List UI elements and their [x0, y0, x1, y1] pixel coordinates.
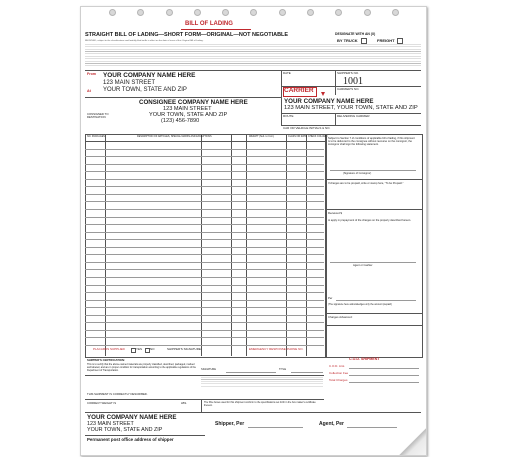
total-charges-line [349, 382, 419, 383]
placards-label: PLACARDS SUPPLIED [93, 347, 125, 351]
table-row[interactable] [85, 330, 324, 331]
consignee-street: 123 MAIN STREET [163, 106, 212, 112]
apply-prepayment-text: to apply in prepayment of the charges on the property described hereon. [328, 219, 412, 222]
table-row[interactable] [85, 239, 324, 240]
table-row[interactable] [85, 307, 324, 308]
col-header-check: CHECK COLUMN [308, 135, 328, 138]
signature-line [330, 262, 416, 263]
table-row[interactable] [85, 269, 324, 270]
punch-hole [194, 9, 201, 16]
charges-advanced-label: Charges Advanced: [328, 315, 353, 319]
arrow-down-icon [321, 92, 325, 96]
footer-city: YOUR TOWN, STATE AND ZIP [87, 427, 163, 433]
rule [281, 70, 282, 125]
punch-hole [364, 9, 371, 16]
emergency-label: EMERGENCY RESPONSE PHONE NO. [249, 347, 304, 351]
consignor-signature-label: (Signature of Consignor) [343, 172, 372, 175]
table-row[interactable] [85, 201, 324, 202]
carrier-fine-print [201, 377, 323, 387]
punch-hole [250, 9, 257, 16]
prepaid-instructions: If charges are to be prepaid, write or stamp here, "To be Prepaid." [328, 182, 404, 185]
table-row[interactable] [85, 285, 324, 286]
agent-per-line [347, 427, 397, 428]
correctly-described: THIS SHIPMENT IS CORRECTLY DESCRIBED. [87, 392, 148, 396]
total-charges-label: Total Charges [329, 378, 348, 382]
table-row[interactable] [85, 345, 324, 346]
permanent-address-label: Permanent post office address of shipper [87, 437, 174, 442]
rule [85, 375, 324, 376]
shipper-city: YOUR TOWN, STATE AND ZIP [103, 87, 187, 93]
carrier-label: CARRIER [284, 87, 314, 94]
agent-per-label: Agent, Per [319, 421, 345, 427]
rule [335, 70, 336, 86]
shipper-per-line [248, 427, 303, 428]
col-header-packages: NO. PACKAGES [87, 135, 105, 138]
per-label: Per [328, 296, 333, 300]
at-label: At [87, 89, 91, 93]
certification-title: SHIPPER'S CERTIFICATION: [87, 358, 125, 362]
footer-company: YOUR COMPANY NAME HERE [87, 414, 177, 421]
col-header-class: CLASS OR RATE [288, 135, 307, 138]
designate-label: DESIGNATE WITH AN (X) [335, 32, 376, 36]
shipper-company: YOUR COMPANY NAME HERE [103, 72, 196, 79]
from-label: From [87, 72, 96, 76]
section7-text: Subject to Section 7 of conditions of applicable bill of lading, if this shipment is to be delivered to the consignee without recourse on the consignor, the consignor shall sign the following statement. [328, 137, 415, 147]
signature-line [330, 170, 416, 171]
table-row[interactable] [85, 292, 324, 293]
col-header-weight: WEIGHT (Sub. to Corr.) [249, 135, 275, 138]
punch-hole [307, 9, 314, 16]
shipper-street: 123 MAIN STREET [103, 80, 156, 86]
rule [85, 70, 421, 71]
received-amount-label: Received $ [328, 211, 342, 215]
page-curl [398, 427, 427, 456]
carrier-no-label: CARRIER'S NO. [337, 87, 360, 91]
fibre-boxes-text: The fibre boxes used for this shipment conform to the specifications set forth in the box maker's certificate thereon. [204, 401, 316, 407]
received-terms: RECEIVED, subject to the classifications and lawfully filed tariffs in effect on the date of issue of this Original Bill of Lading. [85, 40, 204, 42]
collection-fee-label: Collection Fee [329, 371, 349, 375]
table-row[interactable] [85, 171, 324, 172]
punch-hole [137, 9, 144, 16]
punch-holes [109, 9, 399, 17]
table-row[interactable] [85, 179, 324, 180]
form-number: 1001 [343, 76, 363, 87]
punch-hole [109, 9, 116, 16]
carrier-company: YOUR COMPANY NAME HERE [284, 98, 374, 105]
rule [85, 399, 324, 400]
rule [326, 313, 422, 314]
agent-cashier-label: Agent or Cashier [353, 264, 373, 267]
table-row[interactable] [85, 322, 324, 323]
prepaid-acknowledge: (The signature here acknowledges only the amount prepaid) [328, 303, 392, 306]
placards-no-label: NO [150, 347, 155, 351]
shipper-signature-label: SHIPPER'S SIGNATURE [167, 347, 201, 351]
car-initials-label: CAR OR VEHICLE INITIALS & NO. [283, 126, 331, 130]
terms-fine-print [85, 44, 421, 68]
punch-hole [279, 9, 286, 16]
table-row[interactable] [85, 209, 324, 210]
table-row[interactable] [85, 277, 324, 278]
table-row[interactable] [85, 194, 324, 195]
punch-hole [392, 9, 399, 16]
date-label: DATE [283, 71, 291, 75]
rule [85, 435, 205, 436]
rule [201, 399, 202, 412]
table-row[interactable] [85, 247, 324, 248]
table-row[interactable] [85, 300, 324, 301]
bill-of-lading-form [80, 6, 427, 456]
carrier-address: 123 MAIN STREET, YOUR TOWN, STATE AND ZIP [284, 105, 418, 111]
rule [335, 86, 336, 95]
certification-text: This is to certify that the above-named materials are properly classified, described, packaged, marked and labeled, and are in proper condition for transportation according to the applicable regulations of the Department of Transportation. [87, 363, 196, 372]
rule [85, 97, 281, 98]
title-underline [181, 29, 251, 30]
title-line [291, 372, 323, 373]
freight-label: FREIGHT [377, 38, 395, 43]
table-row[interactable] [85, 186, 324, 187]
table-row[interactable] [85, 224, 324, 225]
footer-street: 123 MAIN STREET [87, 421, 134, 427]
carrier-label-box [283, 87, 317, 97]
table-row[interactable] [85, 315, 324, 316]
title-label: TITLE [279, 368, 287, 371]
rule [326, 209, 422, 210]
correct-weight-label: CORRECT WEIGHT IS [87, 401, 117, 405]
punch-hole [166, 9, 173, 16]
cod-shipment-label: C.O.D. SHIPMENT [349, 357, 380, 361]
table-row[interactable] [85, 149, 324, 150]
col-header-description: DESCRIPTION OF ARTICLES, SPECIAL MARKS AND EXCEPTIONS [137, 135, 212, 138]
cod-amount-line [349, 368, 419, 369]
punch-hole [335, 9, 342, 16]
rule [326, 325, 422, 326]
consigned-to-label: CONSIGNED TO DESTINATION [87, 112, 109, 119]
table-row[interactable] [85, 156, 324, 157]
table-row[interactable] [85, 164, 324, 165]
form-title: STRAIGHT BILL OF LADING—SHORT FORM—ORIGINAL—NOT NEGOTIABLE [85, 32, 289, 38]
rule [326, 179, 422, 180]
shipper-no-label: SHIPPER'S NO. [337, 71, 359, 75]
per-line [336, 300, 416, 301]
collection-fee-line [349, 375, 419, 376]
signature-label: SIGNATURE [201, 368, 216, 371]
rule [85, 412, 421, 413]
table-row[interactable] [85, 262, 324, 263]
by-truck-label: BY TRUCK [337, 38, 358, 43]
table-row[interactable] [85, 254, 324, 255]
rule [85, 141, 325, 142]
placards-yes-label: YES [136, 347, 143, 351]
consignee-city: YOUR TOWN, STATE AND ZIP [149, 112, 228, 118]
route-label: ROUTE [283, 114, 294, 118]
delivering-carrier-label: DELIVERING CARRIER [337, 114, 370, 118]
table-row[interactable] [85, 217, 324, 218]
shipper-per-label: Shipper, Per [215, 421, 245, 427]
lbs-label: LBS. [181, 401, 188, 405]
table-row[interactable] [85, 232, 324, 233]
consignee-company: CONSIGNEE COMPANY NAME HERE [139, 99, 248, 106]
consignee-phone: (123) 456-7890 [161, 118, 200, 124]
signature-line [226, 372, 276, 373]
table-row[interactable] [85, 337, 324, 338]
punch-hole [222, 9, 229, 16]
rule [335, 113, 336, 125]
bill-of-lading-title: BILL OF LADING [185, 21, 233, 27]
cod-amount-label: C.O.D. Amt. [329, 364, 346, 368]
